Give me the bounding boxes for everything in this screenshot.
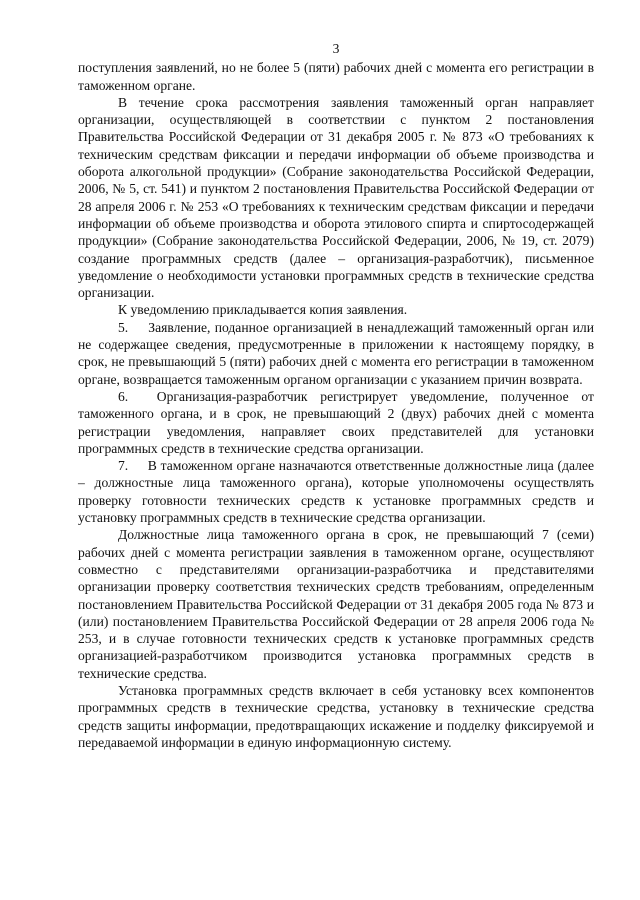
list-item-7 xyxy=(78,457,594,526)
paragraph-continuation: поступления заявлений, но не более 5 (пяти) рабочих дней с момента его регистрации в таможенном органе. xyxy=(78,60,594,93)
list-item-5 xyxy=(78,319,594,388)
item-number: 7. xyxy=(118,458,129,474)
item-number: 6. xyxy=(118,388,129,404)
item-text: Организация-разработчик регистрирует уведомление, полученное от таможенного органа, и в срок, не превышающий 2 (двух) рабочих дней с момента регистрации уведомления, направляет своих представителей для установки программных средств в технические средства организации. xyxy=(78,388,594,456)
page-number: 3 xyxy=(332,41,340,56)
paragraph-inspection: Должностные лица таможенного органа в срок, не превышающий 7 (семи) рабочих дней с момента регистрации заявления в таможенном органе, осуществляют совместно с представителями организации-разработчика и представителями организации проверку соответствия технических средств требованиям, определенным постановлением Правительства Российской Федерации от 31 декабря 2005 года № 873 и (или) постановлением Правительства Российской Федерации от 28 апреля 2006 года № 253, и в случае готовности технических средств к установке программных средств организацией-разработчиком производится установка программных средств в технические средства. xyxy=(78,527,594,681)
list-item-6 xyxy=(78,388,594,457)
item-number: 5. xyxy=(118,319,129,335)
item-text: Заявление, поданное организацией в ненадлежащий таможенный орган или не содержащее сведения, предусмотренные в приложении к настоящему порядку, в срок, не превышающий 5 (пяти) рабочих дней с момента его регистрации в таможенном органе, возвращается таможенным органом организации с указанием причин возврата. xyxy=(78,319,594,387)
paragraph-installation: Установка программных средств включает в себя установку всех компонентов программных средств в технические средства, установку в технические средства средств защиты информации, предотвращающих искажение и подделку фиксируемой и передаваемой информации в единую информационную систему. xyxy=(78,682,594,750)
paragraph-notification: В течение срока рассмотрения заявления таможенный орган направляет организации, осуществляющей в соответствии с пунктом 2 постановления Правительства Российской Федерации от 31 декабря 2005 г. № 873 «О требованиях к техническим средствам фиксации и передачи информации об объеме производства и оборота алкогольной продукции» (Собрание законодательства Российской Федерации, 2006, № 5, ст. 541) и пунктом 2 постановления Правительства Российской Федерации от 28 апреля 2006 г. № 253 «О требованиях к техническим средствам фиксации и передачи информации об объеме производства и оборота этилового спирта и спиртосодержащей продукции» (Собрание законодательства Российской Федерации, 2006, № 19, ст. 2079) создание программных средств (далее – организация-разработчик), письменное уведомление о необходимости установки программных средств в технические средства организации. xyxy=(78,94,594,301)
item-text: В таможенном органе назначаются ответственные должностные лица (далее – должностные лица таможенного органа), которые уполномочены осуществлять проверку готовности технических средств к установке программных средств и установку программных средств в технические средства организации. xyxy=(78,458,595,526)
paragraph-attachment: К уведомлению прикладывается копия заявления. xyxy=(118,302,408,318)
